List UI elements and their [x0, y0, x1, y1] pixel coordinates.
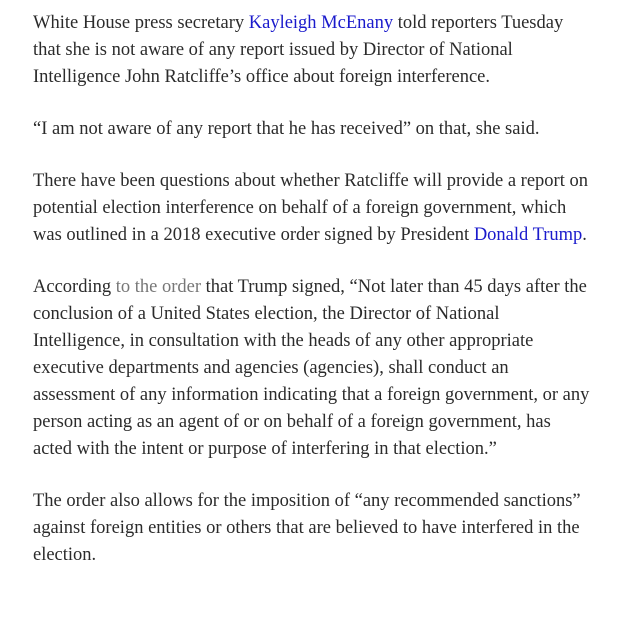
- paragraph-text: According: [33, 277, 116, 297]
- donald-trump-link[interactable]: Donald Trump: [473, 225, 583, 245]
- paragraph-questions: [33, 168, 593, 249]
- paragraph-text: White House press secretary: [33, 13, 249, 33]
- paragraph-sanctions: The order also allows for the imposition of “any recommended sanctions” against foreign entities or others that are believed to have interfered in the election.: [33, 491, 581, 565]
- paragraph-mcenany: [33, 10, 593, 91]
- paragraph-text: There have been questions about whether Ratcliffe will provide a report on potential election interference on behalf of a foreign government, which was outlined in a 2018 executive order signed by President: [33, 171, 588, 245]
- paragraph-text: told reporters Tuesday that she is not aware of any report issued by Director of National Intelligence John Ratcliffe’s office about foreign interference.: [33, 13, 564, 87]
- paragraph-text: that Trump signed, “Not later than 45 days after the conclusion of a United States election, the Director of National Intelligence, in consultation with the heads of any other appropriate executive departments and agencies (agencies), shall conduct an assessment of any information indicating that a foreign government, or any person acting as an agent of or on behalf of a foreign government, has acted with the intent or purpose of interfering in that election.”: [33, 277, 590, 459]
- executive-order-link[interactable]: to the order: [115, 277, 201, 297]
- paragraph-order: [33, 274, 593, 463]
- paragraph-quote: “I am not aware of any report that he has received” on that, she said.: [33, 119, 540, 139]
- article-body: [33, 10, 593, 569]
- paragraph-text: .: [582, 225, 587, 245]
- kayleigh-mcenany-link[interactable]: Kayleigh McEnany: [248, 13, 394, 33]
